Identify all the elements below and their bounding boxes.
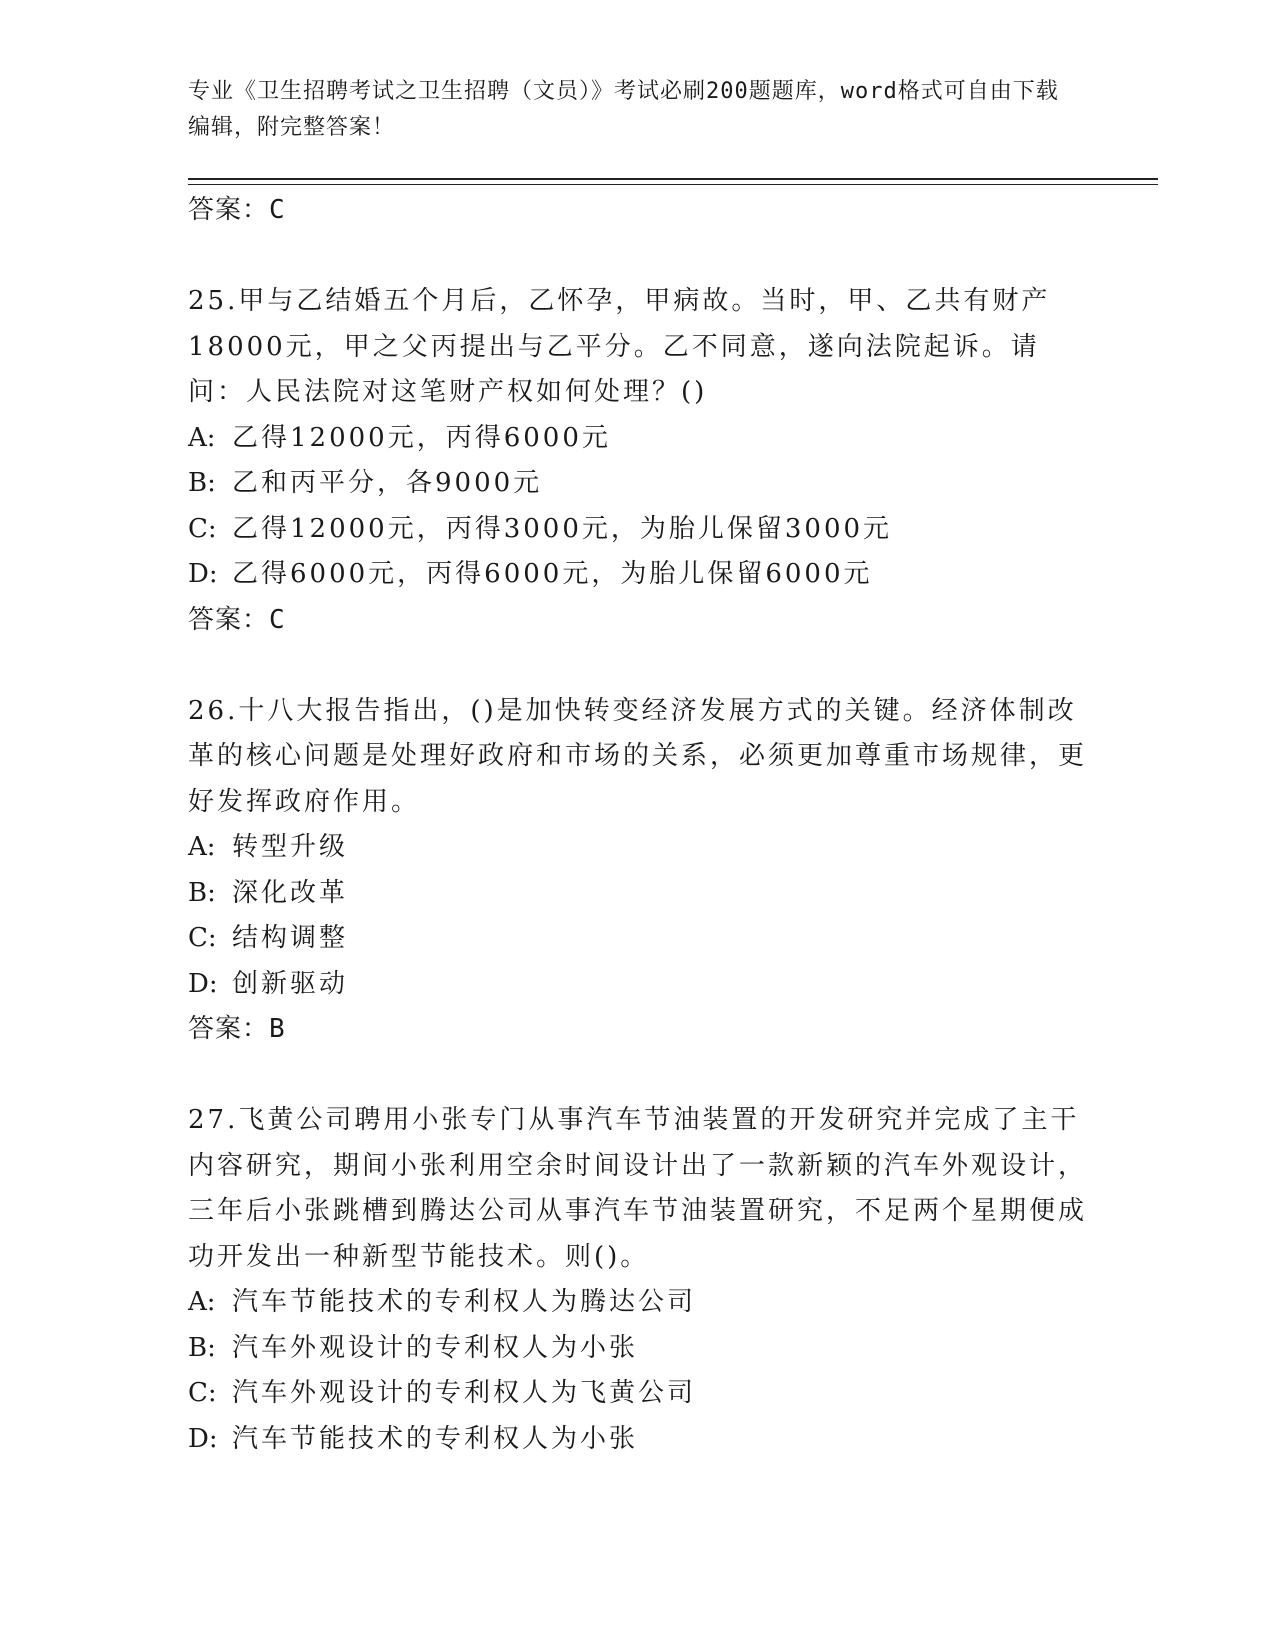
header-divider-thin	[188, 184, 1158, 185]
header-divider-thick	[188, 178, 1158, 180]
page-header: 专业《卫生招聘考试之卫生招聘（文员）》考试必刷200题题库，word格式可自由下载编辑，附完整答案！	[188, 79, 1059, 140]
option-text: 汽车节能技术的专利权人为小张	[232, 1423, 639, 1454]
option-letter: A:	[188, 832, 216, 862]
option-letter: D:	[188, 968, 218, 999]
question-text: 26.十八大报告指出，()是加快转变经济发展方式的关键。经济体制改革的核心问题是处理好政府和市场的关系，必须更加尊重市场规律，更好发挥政府作用。	[188, 695, 1088, 817]
answer-label: 答案：B	[188, 1014, 286, 1044]
answer-label: 答案：C	[188, 604, 286, 635]
question-block	[188, 689, 1088, 1053]
option-a	[188, 825, 1088, 871]
option-c	[188, 1371, 1088, 1417]
question-text: 25.甲与乙结婚五个月后，乙怀孕，甲病故。当时，甲、乙共有财产18000元，甲之父丙提出与乙平分。乙不同意，遂向法院起诉。请问：人民法院对这笔财产权如何处理？()	[188, 286, 1051, 407]
option-letter: B:	[188, 468, 216, 498]
option-letter: D:	[188, 559, 218, 589]
option-b	[188, 461, 1088, 507]
option-letter: D:	[188, 1423, 218, 1454]
question-block	[188, 1098, 1088, 1462]
option-d	[188, 962, 1088, 1008]
option-text: 汽车外观设计的专利权人为飞黄公司	[232, 1378, 697, 1408]
option-text: 乙得12000元，丙得3000元，为胎儿保留3000元	[232, 513, 893, 544]
option-b	[188, 871, 1088, 917]
option-text: 乙得6000元，丙得6000元，为胎儿保留6000元	[232, 559, 873, 589]
option-letter: A:	[188, 422, 216, 453]
answer-label: 答案：C	[188, 195, 286, 225]
option-c	[188, 916, 1088, 962]
option-text: 深化改革	[232, 877, 349, 908]
question-text: 27.飞黄公司聘用小张专门从事汽车节油装置的开发研究并完成了主干内容研究，期间小张利用空余时间设计出了一款新颖的汽车外观设计，三年后小张跳槽到腾达公司从事汽车节油装置研究，不足两个星期便成功开发出一种新型节能技术。则()。	[188, 1105, 1088, 1272]
option-text: 汽车外观设计的专利权人为小张	[232, 1332, 639, 1363]
option-letter: B:	[188, 1332, 216, 1363]
question-block	[188, 279, 1088, 643]
option-b	[188, 1326, 1088, 1372]
option-text: 结构调整	[232, 923, 349, 953]
option-a	[188, 1280, 1088, 1326]
option-text: 乙和丙平分，各9000元	[232, 468, 543, 498]
option-letter: C:	[188, 513, 217, 544]
document-body	[188, 188, 1088, 1462]
option-text: 汽车节能技术的专利权人为腾达公司	[232, 1287, 697, 1317]
option-a	[188, 416, 1088, 462]
option-text: 创新驱动	[232, 968, 349, 999]
option-text: 乙得12000元，丙得6000元	[232, 422, 611, 453]
option-d	[188, 1417, 1088, 1463]
option-d	[188, 552, 1088, 598]
option-text: 转型升级	[232, 832, 349, 862]
option-c	[188, 507, 1088, 553]
option-letter: C:	[188, 1378, 217, 1408]
option-letter: C:	[188, 923, 217, 953]
option-letter: A:	[188, 1287, 216, 1317]
option-letter: B:	[188, 877, 216, 908]
